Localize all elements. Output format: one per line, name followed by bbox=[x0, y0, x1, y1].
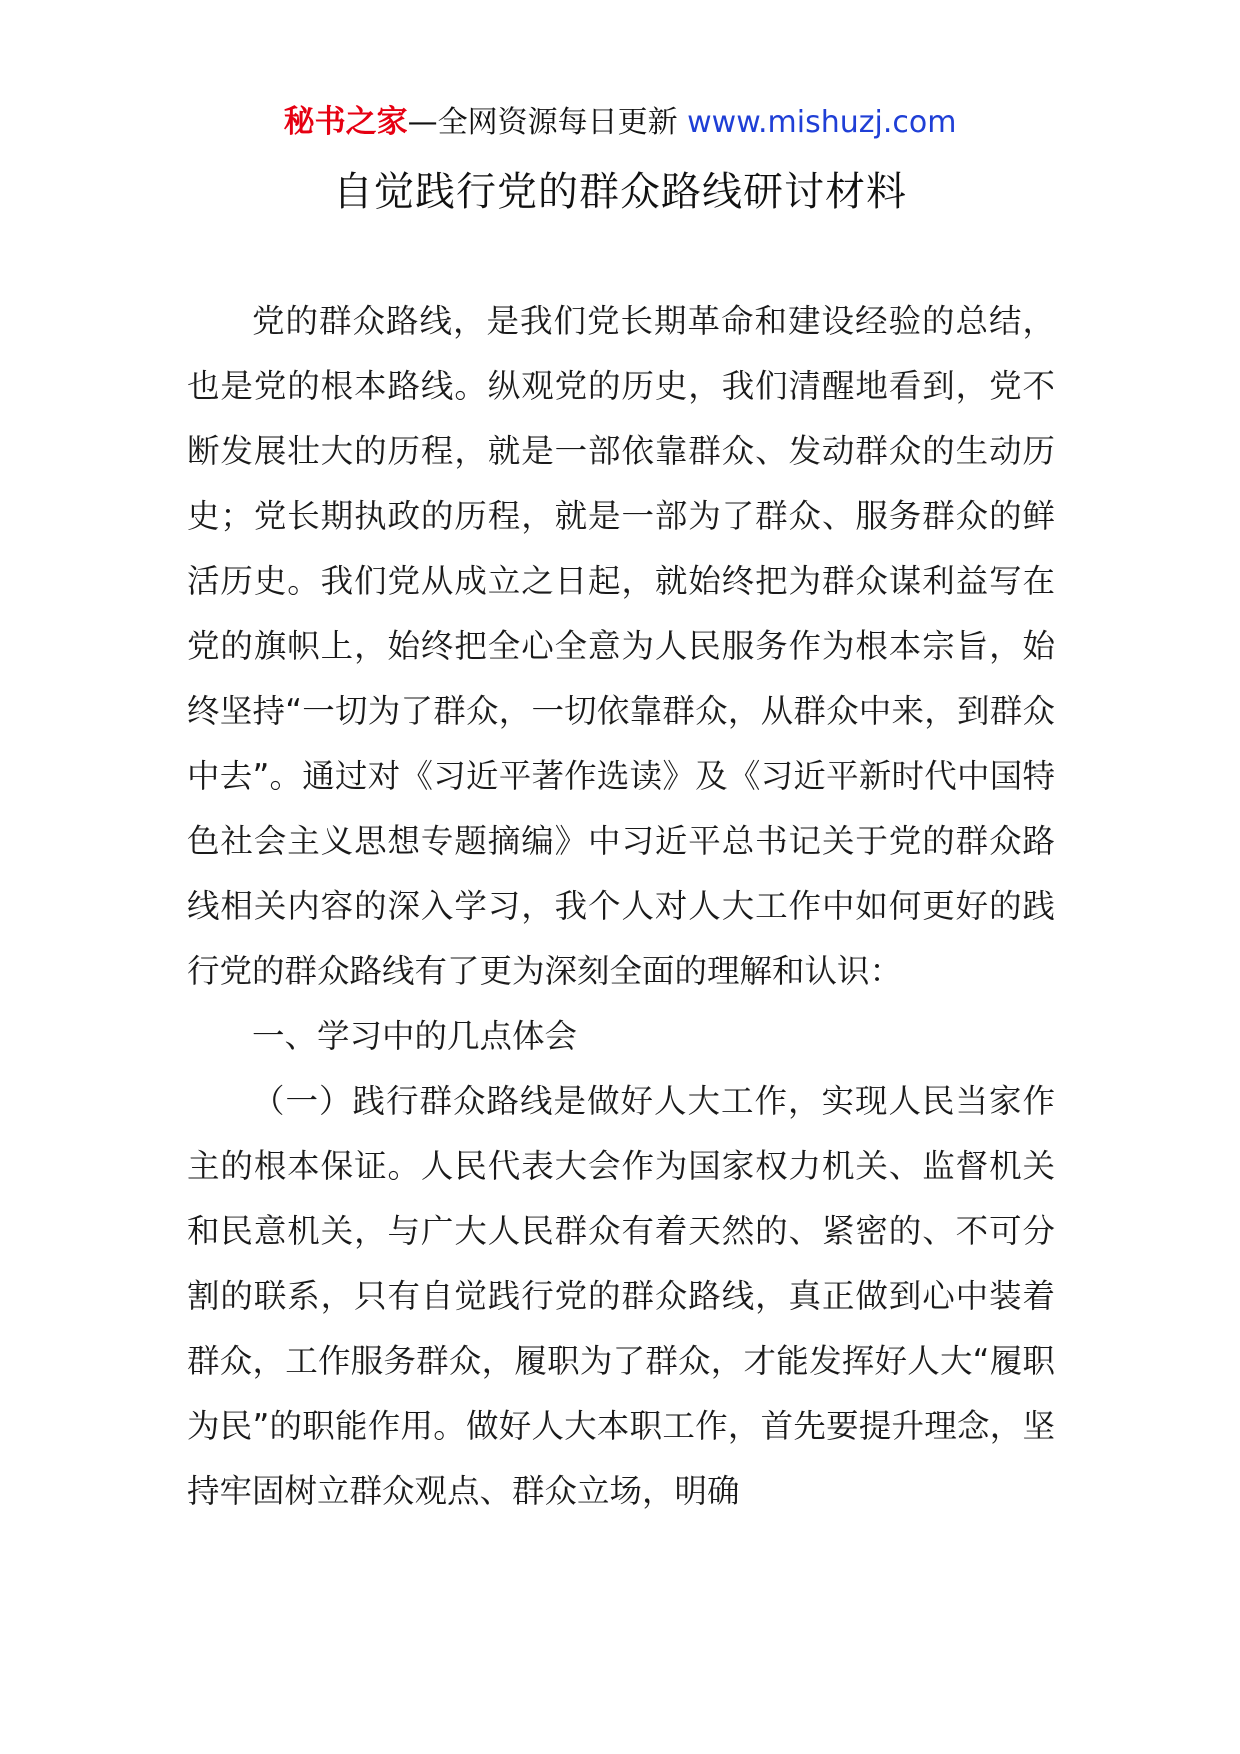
site-url-link[interactable]: www.mishuzj.com bbox=[687, 105, 957, 140]
document-body bbox=[187, 289, 1055, 1524]
intro-paragraph: 党的群众路线，是我们党长期革命和建设经验的总结，也是党的根本路线。纵观党的历史，我们清醒地看到，党不断发展壮大的历程，就是一部依靠群众、发动群众的生动历史；党长期执政的历程，就是一部为了群众、服务群众的鲜活历史。我们党从成立之日起，就始终把为群众谋利益写在党的旗帜上，始终把全心全意为人民服务作为根本宗旨，始终坚持“一切为了群众，一切依靠群众，从群众中来，到群众中去”。通过对《习近平著作选读》及《习近平新时代中国特色社会主义思想专题摘编》中习近平总书记关于党的群众路线相关内容的深入学习，我个人对人大工作中如何更好的践行党的群众路线有了更为深刻全面的理解和认识： bbox=[187, 302, 1055, 990]
section-paragraph: （一）践行群众路线是做好人大工作，实现人民当家作主的根本保证。人民代表大会作为国家权力机关、监督机关和民意机关，与广大人民群众有着天然的、紧密的、不可分割的联系，只有自觉践行党的群众路线，真正做到心中装着群众，工作服务群众，履职为了群众，才能发挥好人大“履职为民”的职能作用。做好人大本职工作，首先要提升理念，坚持牢固树立群众观点、群众立场，明确 bbox=[187, 1082, 1055, 1510]
site-header bbox=[0, 100, 1240, 145]
section-heading: 一、学习中的几点体会 bbox=[252, 1017, 578, 1055]
document-title: 自觉践行党的群众路线研讨材料 bbox=[333, 169, 907, 215]
brand-name: 秘书之家 bbox=[283, 104, 408, 140]
header-tagline: —全网资源每日更新 bbox=[407, 105, 678, 140]
